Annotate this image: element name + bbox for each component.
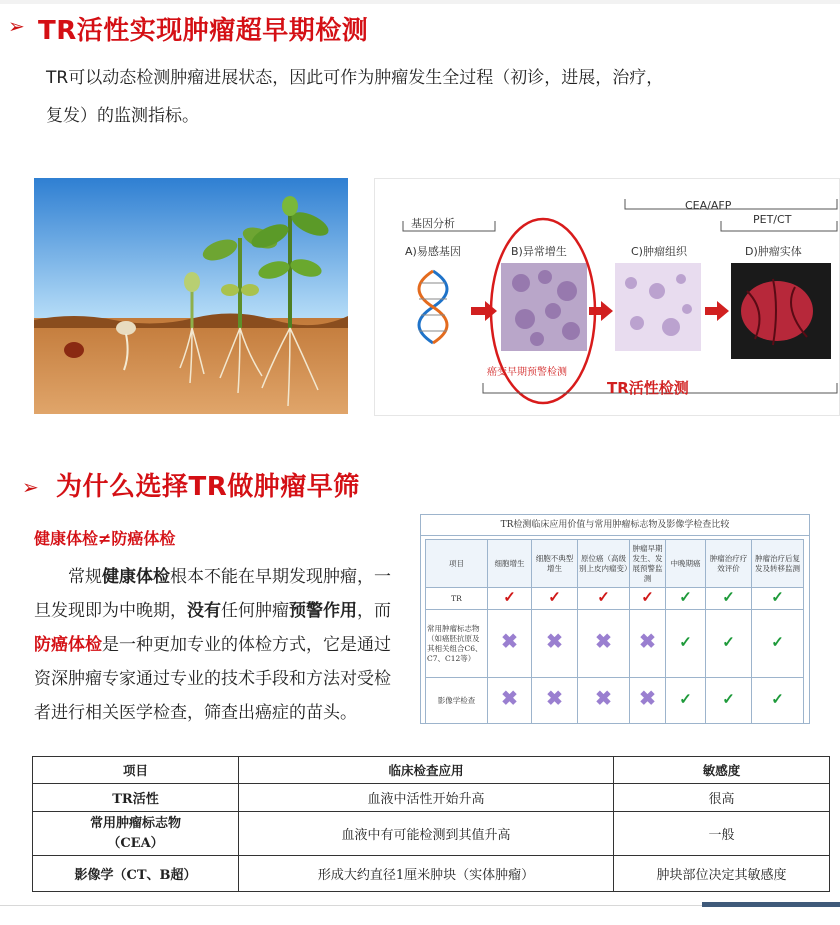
comparison-table-title: TR检测临床应用价值与常用肿瘤标志物及影像学检查比较 [421,515,809,536]
row-application: 形成大约直径1厘米肿块（实体肿瘤） [239,856,614,892]
cross-icon: ✖ [501,686,518,710]
header-sensitivity: 敏感度 [614,757,830,784]
label-cea-afp: CEA/AFP [685,199,732,212]
label-pet-ct: PET/CT [753,213,792,226]
subtitle-health-check: 健康体检≠防癌体检 [34,529,176,548]
row-sensitivity: 肿块部位决定其敏感度 [614,856,830,892]
comparison-header: 原位癌（高级别上皮内瘤变） [578,540,630,588]
sensitivity-header-row [33,757,830,784]
section-title-early-detection: TR活性实现肿瘤超早期检测 [38,16,369,46]
comparison-row-label: 常用肿瘤标志物（如癌胚抗原及其相关组合C6、C7、C12等） [426,610,488,678]
comparison-header: 肿瘤治疗疗效评价 [706,540,752,588]
tumor-progression-diagram [374,178,840,416]
intro-line-2: 复发）的监测指标。 [46,106,199,126]
check-icon: ✓ [771,690,784,708]
header-item: 项目 [33,757,239,784]
header-application: 临床检查应用 [239,757,614,784]
label-stage-b: B)异常增生 [511,245,567,258]
cross-icon: ✖ [595,629,612,653]
table-row [33,856,830,892]
row-application: 血液中有可能检测到其值升高 [239,812,614,856]
check-icon: ✓ [722,690,735,708]
intro-line-1: TR可以动态检测肿瘤进展状态，因此可作为肿瘤发生全过程（初诊，进展，治疗， [46,68,664,88]
cross-icon: ✖ [501,629,518,653]
row-item: 影像学（CT、B超） [33,856,239,892]
check-icon: ✓ [641,588,654,606]
explanation-paragraph: 常规健康体检根本不能在早期发现肿瘤，一 旦发现即为中晚期，没有任何肿瘤预警作用，而 防癌体检是一种更加专业的体检方式，它是通过 资深肿瘤专家通过专业的技术手段和方法对受检 者进行相关医学检查，筛查出癌症的苗头。 [34,567,391,723]
table-row [33,784,830,812]
comparison-header: 项目 [426,540,488,588]
row-item: 常用肿瘤标志物（CEA） [33,812,239,856]
sensitivity-table [32,756,830,892]
check-icon: ✓ [679,690,692,708]
comparison-row-imaging [426,678,804,724]
section-title-why-tr: 为什么选择TR做肿瘤早筛 [56,472,360,502]
cross-icon: ✖ [546,629,563,653]
row-application: 血液中活性开始升高 [239,784,614,812]
comparison-row-label: 影像学检查 [426,678,488,724]
label-stage-d: D)肿瘤实体 [745,245,802,258]
cross-icon: ✖ [546,686,563,710]
comparison-header: 细胞增生 [488,540,532,588]
comparison-row-label: TR [426,588,488,610]
bullet-arrow-icon: ➢ [22,475,39,499]
check-icon: ✓ [548,588,561,606]
comparison-header: 中晚期癌 [666,540,706,588]
row-item: TR活性 [33,784,239,812]
check-icon: ✓ [503,588,516,606]
row-sensitivity: 一般 [614,812,830,856]
comparison-row-tr [426,588,804,610]
check-icon: ✓ [597,588,610,606]
bullet-arrow-icon: ➢ [8,14,25,38]
label-stage-a: A)易感基因 [405,245,461,258]
comparison-header: 肿瘤治疗后复发及转移监测 [752,540,804,588]
cross-icon: ✖ [639,629,656,653]
cross-icon: ✖ [639,686,656,710]
seedling-growth-illustration [34,178,348,414]
label-stage-c: C)肿瘤组织 [631,245,687,258]
top-rule [0,0,840,4]
label-early-warning: 癌变早期预警检测 [487,367,567,378]
check-icon: ✓ [722,633,735,651]
table-row [33,812,830,856]
label-gene-analysis: 基因分析 [411,217,455,230]
check-icon: ✓ [771,633,784,651]
comparison-header-row [426,540,804,588]
cross-icon: ✖ [595,686,612,710]
check-icon: ✓ [771,588,784,606]
comparison-header: 肿瘤早期发生、发展预警监测 [630,540,666,588]
check-icon: ✓ [679,633,692,651]
row-sensitivity: 很高 [614,784,830,812]
check-icon: ✓ [722,588,735,606]
label-tr-activity: TR活性检测 [607,379,689,397]
footer-accent-bar [702,902,840,907]
tr-comparison-table [420,514,810,724]
check-icon: ✓ [679,588,692,606]
comparison-header: 细胞不典型增生 [532,540,578,588]
comparison-row-markers [426,610,804,678]
